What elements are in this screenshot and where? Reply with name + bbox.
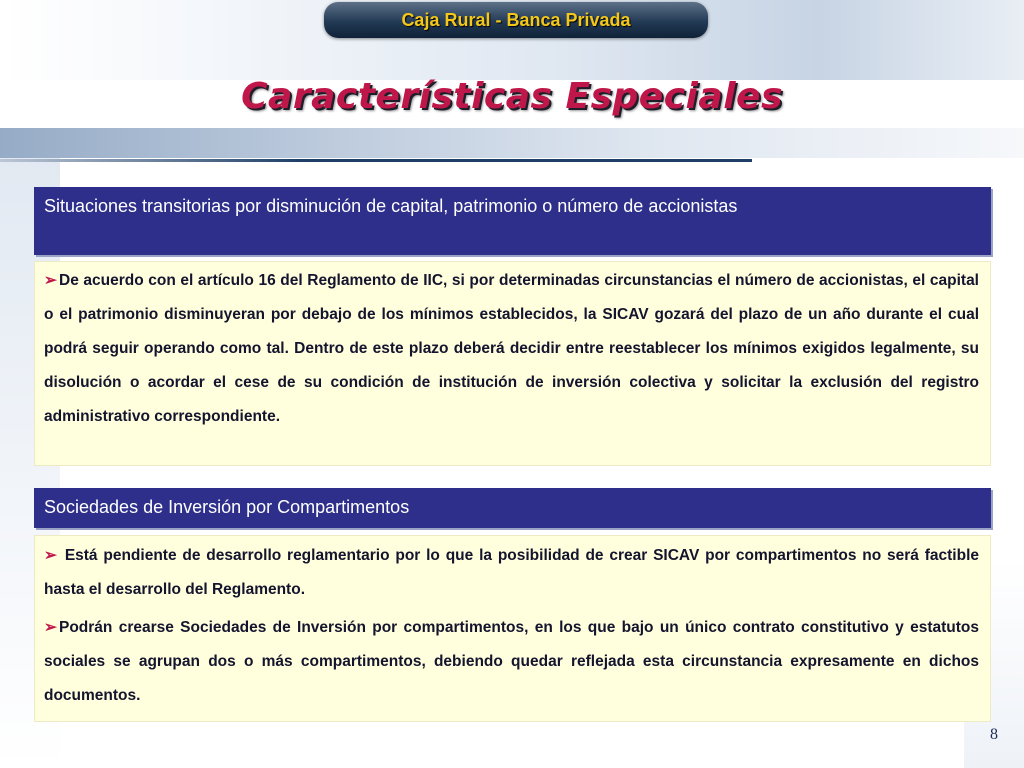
- title-divider: [0, 159, 752, 162]
- arrow-right-icon: ➢: [44, 272, 57, 289]
- section-heading-compartments: [34, 488, 991, 528]
- bullet-item: [44, 611, 979, 713]
- bullet-text: Podrán crearse Sociedades de Inversión por compartimentos, en los que bajo un único contrato constitutivo y estatutos sociales se agrupan dos o más compartimentos, debiendo quedar reflejada esta circunstancia expresamente en dichos documentos.: [44, 619, 979, 704]
- section-heading-text: Sociedades de Inversión por Compartimentos: [44, 497, 410, 517]
- arrow-right-icon: ➢: [44, 547, 57, 564]
- bullet-text: De acuerdo con el artículo 16 del Reglamento de IIC, si por determinadas circunstancias el número de accionistas, el capital o el patrimonio disminuyeran por debajo de los mínimos establecidos, la SICAV gozará del plazo de un año durante el cual podrá seguir operando como tal. Dentro de este plazo deberá decidir entre reestablecer los mínimos exigidos legalmente, su disolución o acordar el cese de su condición de institución de inversión colectiva y solicitar la exclusión del registro administrativo correspondiente.: [44, 272, 979, 425]
- section-body-compartments: [34, 535, 991, 722]
- arrow-right-icon: ➢: [44, 619, 57, 636]
- section-heading-transitory: [34, 187, 991, 255]
- bullet-text: Está pendiente de desarrollo reglamentario por lo que la posibilidad de crear SICAV por compartimentos no será factible hasta el desarrollo del Reglamento.: [44, 547, 979, 598]
- decorative-band: [0, 128, 1024, 158]
- bullet-item: [44, 539, 979, 607]
- bullet-item: [44, 264, 979, 434]
- brand-badge-label: Caja Rural - Banca Privada: [401, 9, 631, 30]
- section-heading-text: Situaciones transitorias por disminución de capital, patrimonio o número de accionistas: [44, 196, 738, 216]
- page-number: 8: [990, 726, 998, 743]
- section-body-transitory: [34, 261, 991, 466]
- page-title: Características Especiales: [241, 76, 783, 117]
- brand-badge: [324, 2, 708, 38]
